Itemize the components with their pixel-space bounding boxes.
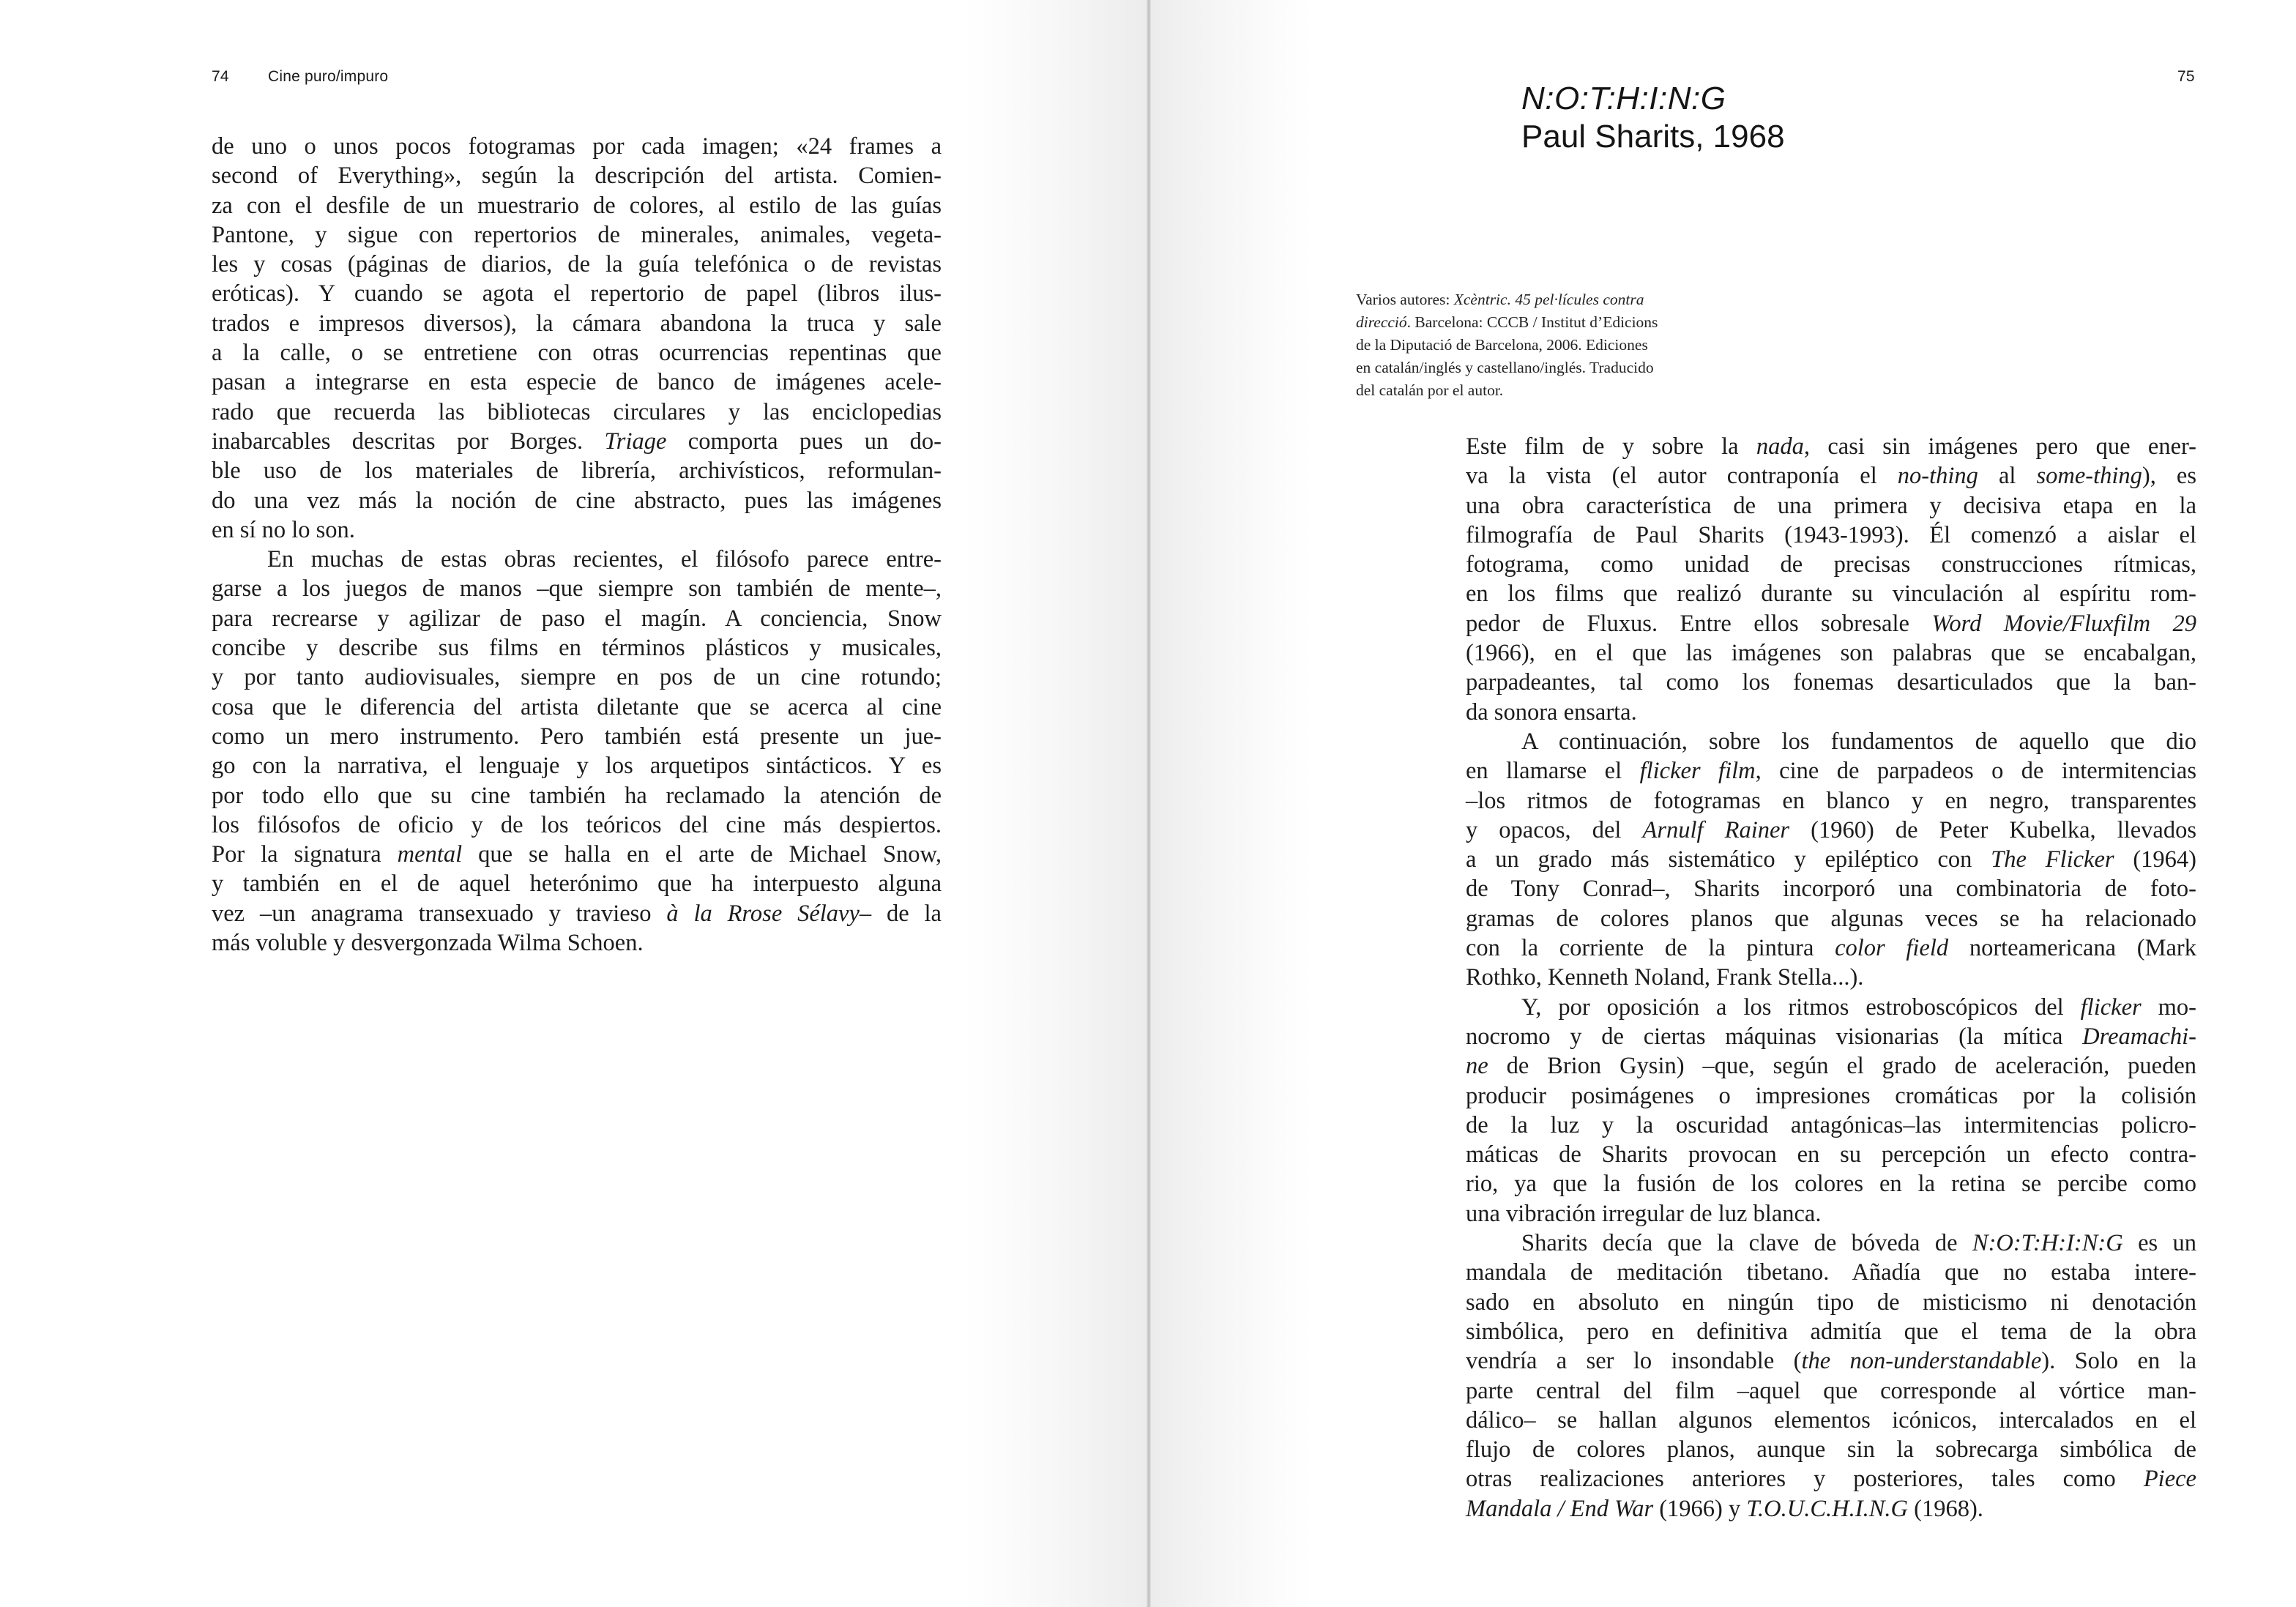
text-run: una obra característica de una primera y decisiva etapa en la bbox=[1466, 492, 2196, 519]
text-run: da sonora ensarta. bbox=[1466, 698, 1637, 726]
italic-title: N:O:T:H:I:N:G bbox=[1972, 1230, 2123, 1257]
text-run: otras realizaciones anteriores y posteriores, tales como bbox=[1466, 1466, 2144, 1493]
body-line bbox=[1466, 1346, 2196, 1376]
running-head: Cine puro/impuro bbox=[268, 68, 389, 85]
body-line bbox=[212, 693, 942, 722]
text-run: filmografía de Paul Sharits (1943-1993). Él comenzó a aislar el bbox=[1466, 521, 2196, 548]
body-line bbox=[1466, 1199, 2196, 1228]
text-run: en sí no lo son. bbox=[212, 516, 355, 543]
body-line bbox=[1466, 1406, 2196, 1435]
body-line bbox=[1466, 1111, 2196, 1140]
text-run: y también en el de aquel heterónimo que ha interpuesto alguna bbox=[212, 870, 942, 898]
text-run: (1966) y bbox=[1653, 1495, 1747, 1522]
text-run: parpadeantes, tal como los fonemas desarticulados que la ban- bbox=[1466, 669, 2196, 696]
text-run: Sharits decía que la clave de bóveda de bbox=[1521, 1230, 1972, 1257]
text-run: dálico– se hallan algunos elementos icónicos, intercalados en el bbox=[1466, 1406, 2196, 1433]
text-run: de la Diputació de Barcelona, 2006. Ediciones bbox=[1356, 336, 1648, 354]
text-run: A continuación, sobre los fundamentos de aquello que dio bbox=[1521, 728, 2196, 755]
work-title: N:O:T:H:I:N:G bbox=[1521, 81, 1726, 116]
italic-title: flicker bbox=[2080, 993, 2142, 1021]
text-run: simbólica, pero en definitiva admitía que el tema de la obra bbox=[1466, 1318, 2196, 1345]
body-line bbox=[1466, 550, 2196, 579]
text-run: máticas de Sharits provocan en su percepción un efecto contra- bbox=[1466, 1141, 2196, 1168]
text-run: les y cosas (páginas de diarios, de la guía telefónica o de revistas bbox=[212, 251, 942, 278]
body-line bbox=[1466, 521, 2196, 550]
italic-title: some-thing bbox=[2036, 463, 2142, 490]
text-run: trados e impresos diversos), la cámara abandona la truca y sale bbox=[212, 310, 942, 337]
text-run: gramas de colores planos que algunas veces se ha relacionado bbox=[1466, 905, 2196, 932]
body-line bbox=[1466, 1376, 2196, 1406]
text-run: los filósofos de oficio y de los teóricos del cine más despiertos. bbox=[212, 811, 942, 838]
body-line bbox=[212, 191, 942, 220]
citation-line bbox=[1356, 311, 1751, 334]
body-line bbox=[1466, 1051, 2196, 1081]
text-run: . Barcelona: CCCB / Institut d’Edicions bbox=[1406, 313, 1658, 331]
text-run: a un grado más sistemático y epiléptico con bbox=[1466, 846, 1991, 873]
italic-title: Arnulf Rainer bbox=[1642, 816, 1790, 843]
italic-title: T.O.U.C.H.I.N.G bbox=[1746, 1495, 1908, 1522]
text-run: ble uso de los materiales de librería, archivísticos, reformulan- bbox=[212, 458, 942, 485]
body-line bbox=[212, 840, 942, 869]
text-run: mandala de meditación tibetano. Añadía que no estaba intere- bbox=[1466, 1259, 2196, 1286]
body-line bbox=[212, 663, 942, 692]
body-line bbox=[1466, 1081, 2196, 1111]
text-run: en catalán/inglés y castellano/inglés. Traducido bbox=[1356, 359, 1654, 376]
body-line bbox=[1466, 1140, 2196, 1169]
body-line bbox=[1466, 668, 2196, 697]
text-run: do una vez más la noción de cine abstracto, pues las imágenes bbox=[212, 487, 942, 514]
italic-title: flicker film bbox=[1639, 758, 1756, 785]
text-run: – de la bbox=[859, 900, 942, 927]
body-line bbox=[212, 220, 942, 250]
text-run: , cine de parpadeos o de intermitencias bbox=[1755, 758, 2197, 785]
text-run: producir posimágenes o impresiones cromáticas por la colisión bbox=[1466, 1082, 2196, 1109]
text-run: va la vista (el autor contraponía el bbox=[1466, 463, 1898, 490]
body-line bbox=[212, 309, 942, 338]
text-run: a la calle, o se entretiene con otras ocurrencias repentinas que bbox=[212, 340, 942, 367]
text-run: sado en absoluto en ningún tipo de misticismo ni denotación bbox=[1466, 1289, 2196, 1316]
text-run: al bbox=[1978, 463, 2037, 490]
citation-line bbox=[1356, 357, 1751, 379]
text-run: eróticas). Y cuando se agota el repertorio de papel (libros ilus- bbox=[212, 280, 942, 307]
text-run: y por tanto audiovisuales, siempre en pos de un cine rotundo; bbox=[212, 664, 942, 691]
citation-line bbox=[1356, 379, 1751, 402]
body-line bbox=[1466, 786, 2196, 816]
text-run: cosa que le diferencia del artista diletante que se acerca al cine bbox=[212, 693, 942, 720]
body-line bbox=[212, 574, 942, 603]
body-line bbox=[1466, 1022, 2196, 1051]
text-run: (1960) de Peter Kubelka, llevados bbox=[1789, 816, 2196, 843]
body-line bbox=[212, 132, 942, 161]
italic-title: Dreamachi- bbox=[2082, 1023, 2196, 1050]
citation-note bbox=[1356, 288, 1751, 402]
text-run: rado que recuerda las bibliotecas circulares y las enciclopedias bbox=[212, 398, 942, 425]
italic-title: Word Movie/Fluxfilm 29 bbox=[1931, 610, 2196, 637]
text-run: de uno o unos pocos fotogramas por cada imagen; «24 frames a bbox=[212, 133, 942, 160]
right-page bbox=[1151, 0, 2296, 1607]
text-run: Y, por oposición a los ritmos estroboscópicos del bbox=[1521, 993, 2081, 1021]
body-line bbox=[212, 604, 942, 633]
body-line bbox=[1466, 933, 2196, 963]
right-body-text bbox=[1466, 432, 2196, 1524]
text-run: En muchas de estas obras recientes, el filósofo parece entre- bbox=[267, 546, 942, 573]
text-run: del catalán por el autor. bbox=[1356, 381, 1504, 399]
italic-title: The Flicker bbox=[1991, 846, 2114, 873]
italic-title: direcció bbox=[1356, 313, 1407, 331]
body-line bbox=[1466, 609, 2196, 638]
body-line bbox=[1466, 756, 2196, 786]
body-line bbox=[1466, 461, 2196, 491]
body-line bbox=[1466, 1228, 2196, 1258]
text-run: parte central del film –aquel que corresponde al vórtice man- bbox=[1466, 1377, 2196, 1404]
body-line bbox=[1466, 963, 2196, 992]
italic-title: no-thing bbox=[1897, 463, 1978, 490]
body-line bbox=[1466, 1258, 2196, 1287]
body-line bbox=[1466, 816, 2196, 845]
text-run: Este film de y sobre la bbox=[1466, 433, 1756, 460]
body-line bbox=[1466, 1169, 2196, 1198]
text-run: de Brion Gysin) –que, según el grado de aceleración, pueden bbox=[1488, 1053, 2196, 1080]
text-run: garse a los juegos de manos –que siempre son también de mente–, bbox=[212, 575, 942, 603]
italic-title: the non-understandable bbox=[1801, 1348, 2042, 1375]
text-run: es un bbox=[2122, 1230, 2197, 1257]
body-line bbox=[1466, 1494, 2196, 1524]
body-line bbox=[1466, 845, 2196, 874]
text-run: de Tony Conrad–, Sharits incorporó una combinatoria de foto- bbox=[1466, 876, 2196, 903]
citation-line bbox=[1356, 334, 1751, 357]
text-run: second of Everything», según la descripción del artista. Comien- bbox=[212, 163, 942, 190]
body-line bbox=[1466, 1435, 2196, 1464]
body-line bbox=[212, 486, 942, 515]
text-run: concibe y describe sus films en términos plásticos y musicales, bbox=[212, 635, 942, 662]
body-line bbox=[212, 427, 942, 456]
left-body-text bbox=[212, 132, 942, 958]
body-line bbox=[1466, 1317, 2196, 1346]
text-run: nocromo y de ciertas máquinas visionarias (la mítica bbox=[1466, 1023, 2083, 1050]
body-line bbox=[1466, 698, 2196, 727]
text-run: comporta pues un do- bbox=[666, 428, 942, 455]
text-run: de la luz y la oscuridad antagónicas–las intermitencias policro- bbox=[1466, 1111, 2196, 1138]
body-line bbox=[1466, 904, 2196, 933]
body-line bbox=[212, 810, 942, 840]
work-author-year: Paul Sharits, 1968 bbox=[1521, 119, 1785, 154]
body-line bbox=[212, 869, 942, 898]
body-line bbox=[212, 722, 942, 751]
text-run: Rothko, Kenneth Noland, Frank Stella...). bbox=[1466, 964, 1864, 991]
body-line bbox=[1466, 727, 2196, 756]
italic-title: Xcèntric. 45 pel·lícules contra bbox=[1453, 291, 1644, 308]
text-run: za con el desfile de un muestrario de colores, al estilo de las guías bbox=[212, 192, 942, 219]
body-line bbox=[1466, 638, 2196, 668]
text-run: que se halla en el arte de Michael Snow, bbox=[462, 841, 942, 868]
body-line bbox=[1466, 1288, 2196, 1317]
body-line bbox=[1466, 874, 2196, 903]
italic-title: à la Rrose Sélavy bbox=[666, 900, 860, 927]
body-line bbox=[212, 633, 942, 663]
text-run: por todo ello que su cine también ha reclamado la atención de bbox=[212, 782, 942, 809]
text-run: (1964) bbox=[2114, 846, 2197, 873]
body-line bbox=[1466, 491, 2196, 521]
body-line bbox=[212, 368, 942, 397]
text-run: pasan a integrarse en esta especie de banco de imágenes acele- bbox=[212, 369, 942, 396]
text-run: (1968). bbox=[1908, 1495, 1983, 1522]
italic-title: mental bbox=[397, 841, 463, 868]
italic-title: Mandala / End War bbox=[1466, 1495, 1654, 1522]
text-run: rio, ya que la fusión de los colores en la retina se percibe como bbox=[1466, 1171, 2196, 1198]
text-run: –los ritmos de fotogramas en blanco y en negro, transparentes bbox=[1466, 787, 2196, 814]
body-line bbox=[212, 781, 942, 810]
text-run: ). Solo en la bbox=[2041, 1348, 2197, 1375]
body-line bbox=[212, 545, 942, 574]
body-line bbox=[1466, 1464, 2196, 1494]
italic-title: Piece bbox=[2143, 1466, 2196, 1493]
italic-title: ne bbox=[1466, 1053, 1488, 1080]
text-run: en llamarse el bbox=[1466, 758, 1640, 785]
text-run: una vibración irregular de luz blanca. bbox=[1466, 1200, 1822, 1227]
text-run: pedor de Fluxus. Entre ellos sobresale bbox=[1466, 610, 1932, 637]
italic-title: color field bbox=[1835, 935, 1949, 962]
body-line bbox=[212, 456, 942, 485]
text-run: para recrearse y agilizar de paso el magín. A conciencia, Snow bbox=[212, 605, 942, 632]
text-run: , casi sin imágenes pero que ener- bbox=[1803, 433, 2196, 460]
text-run: flujo de colores planos, aunque sin la sobrecarga simbólica de bbox=[1466, 1436, 2196, 1464]
body-line bbox=[1466, 993, 2196, 1022]
text-run: vez –un anagrama transexuado y travieso bbox=[212, 900, 667, 927]
text-run: vendría a ser lo insondable ( bbox=[1466, 1348, 1802, 1375]
text-run: Por la signatura bbox=[212, 841, 398, 868]
italic-title: nada bbox=[1756, 433, 1804, 460]
body-line bbox=[212, 398, 942, 427]
body-line bbox=[1466, 579, 2196, 608]
text-run: inabarcables descritas por Borges. bbox=[212, 428, 605, 455]
text-run: Varios autores: bbox=[1356, 291, 1454, 308]
text-run: fotograma, como unidad de precisas construcciones rítmicas, bbox=[1466, 551, 2196, 578]
text-run: Pantone, y sigue con repertorios de minerales, animales, vegeta- bbox=[212, 221, 942, 248]
text-run: ), es bbox=[2142, 463, 2196, 490]
body-line bbox=[212, 250, 942, 279]
text-run: más voluble y desvergonzada Wilma Schoen. bbox=[212, 930, 644, 957]
text-run: norteamericana (Mark bbox=[1948, 935, 2196, 962]
body-line bbox=[212, 279, 942, 308]
page-number-right: 75 bbox=[2177, 68, 2195, 85]
text-run: go con la narrativa, el lenguaje y los arquetipos sintácticos. Y es bbox=[212, 753, 942, 780]
text-run: mo- bbox=[2141, 993, 2197, 1021]
body-line bbox=[212, 928, 942, 958]
text-run: (1966), en el que las imágenes son palabras que se encabalgan, bbox=[1466, 640, 2196, 667]
body-line bbox=[212, 751, 942, 780]
page-number-left: 74 bbox=[212, 68, 229, 85]
body-line bbox=[212, 899, 942, 928]
italic-title: Triage bbox=[604, 428, 667, 455]
body-line bbox=[212, 161, 942, 190]
text-run: en los films que realizó durante su vinculación al espíritu rom- bbox=[1466, 581, 2196, 608]
body-line bbox=[212, 515, 942, 545]
text-run: con la corriente de la pintura bbox=[1466, 935, 1835, 962]
body-line bbox=[212, 338, 942, 368]
text-run: como un mero instrumento. Pero también está presente un jue- bbox=[212, 723, 942, 750]
citation-line bbox=[1356, 288, 1751, 311]
text-run: y opacos, del bbox=[1466, 816, 1643, 843]
body-line bbox=[1466, 432, 2196, 461]
